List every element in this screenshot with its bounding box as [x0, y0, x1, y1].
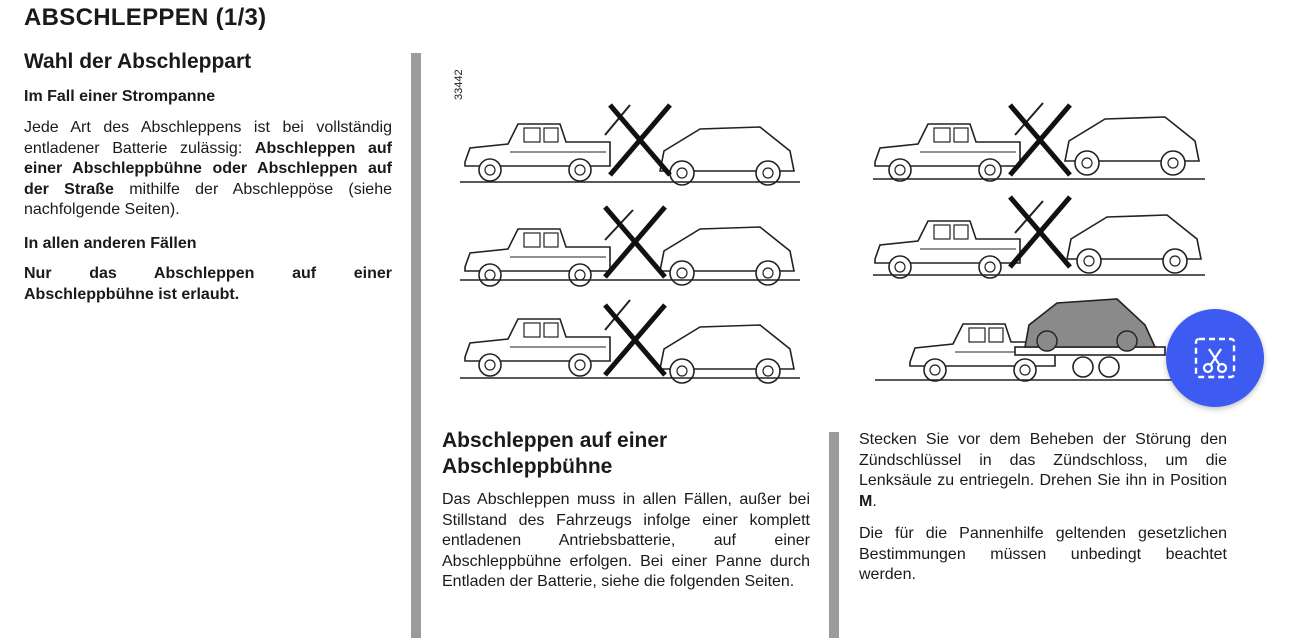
flatbed-row-right[interactable]: [875, 299, 1175, 381]
paragraph-ignition-text-a: Stecken Sie vor dem Beheben der Störung den Zündschlüssel in das Zündschloss, um die Lenksäule zu entriegeln. Drehen Sie ihn in Position: [859, 431, 1227, 489]
paragraph-power-failure-text-b: mithilfe der Abschleppöse (siehe nachfolgende Seiten).: [24, 180, 392, 218]
page-title: ABSCHLEPPEN (1/3): [24, 4, 267, 31]
position-m-label: M: [859, 492, 873, 510]
tow-row-2-right: [873, 197, 1205, 278]
screenshot-crop-button[interactable]: [1166, 309, 1264, 407]
paragraph-ignition-text-b: .: [872, 492, 877, 510]
figure-number: 33442: [453, 69, 465, 100]
scissors-icon: [1192, 335, 1238, 381]
paragraph-power-failure-text-a: Jede Art des Abschleppens ist bei vollständig entladener Batterie zulässig:: [24, 119, 392, 157]
paragraph-legal-regulations: Die für die Pannenhilfe geltenden gesetzlichen Bestimmungen müssen unbedingt beachtet werden.: [859, 525, 1227, 583]
paragraph-power-failure: [24, 118, 392, 221]
tow-row-1-left: [460, 105, 800, 185]
section-heading-flatbed: Abschleppen auf einer Abschleppbühne: [442, 429, 668, 478]
paragraph-flatbed: Das Abschleppen muss in allen Fällen, außer bei Stillstand des Fahrzeugs infolge einer komplett entladenen Antriebsbatterie, auf einer Abschleppbühne erfolgen. Bei einer Panne durch Entladen der Batterie, siehe die folgenden Seiten.: [442, 491, 810, 590]
left-margin-bar: [411, 53, 421, 638]
subheading-power-failure: Im Fall einer Strompanne: [24, 88, 216, 105]
paragraph-power-failure-bold: Abschleppen auf einer Abschleppbühne oder Abschleppen auf der Straße: [24, 139, 392, 198]
paragraph-other-cases: Nur das Abschleppen auf einer Abschleppbühne ist erlaubt.: [24, 265, 392, 303]
tow-row-1-right: [873, 103, 1205, 181]
tow-row-2-left: [460, 207, 800, 286]
tow-row-3-left: [460, 300, 800, 383]
right-margin-bar: [829, 432, 839, 638]
section-heading-towing-type: Wahl der Abschleppart: [24, 50, 252, 73]
paragraph-ignition: [859, 430, 1227, 512]
towing-illustration: [455, 85, 1265, 390]
subheading-other-cases: In allen anderen Fällen: [24, 235, 197, 252]
